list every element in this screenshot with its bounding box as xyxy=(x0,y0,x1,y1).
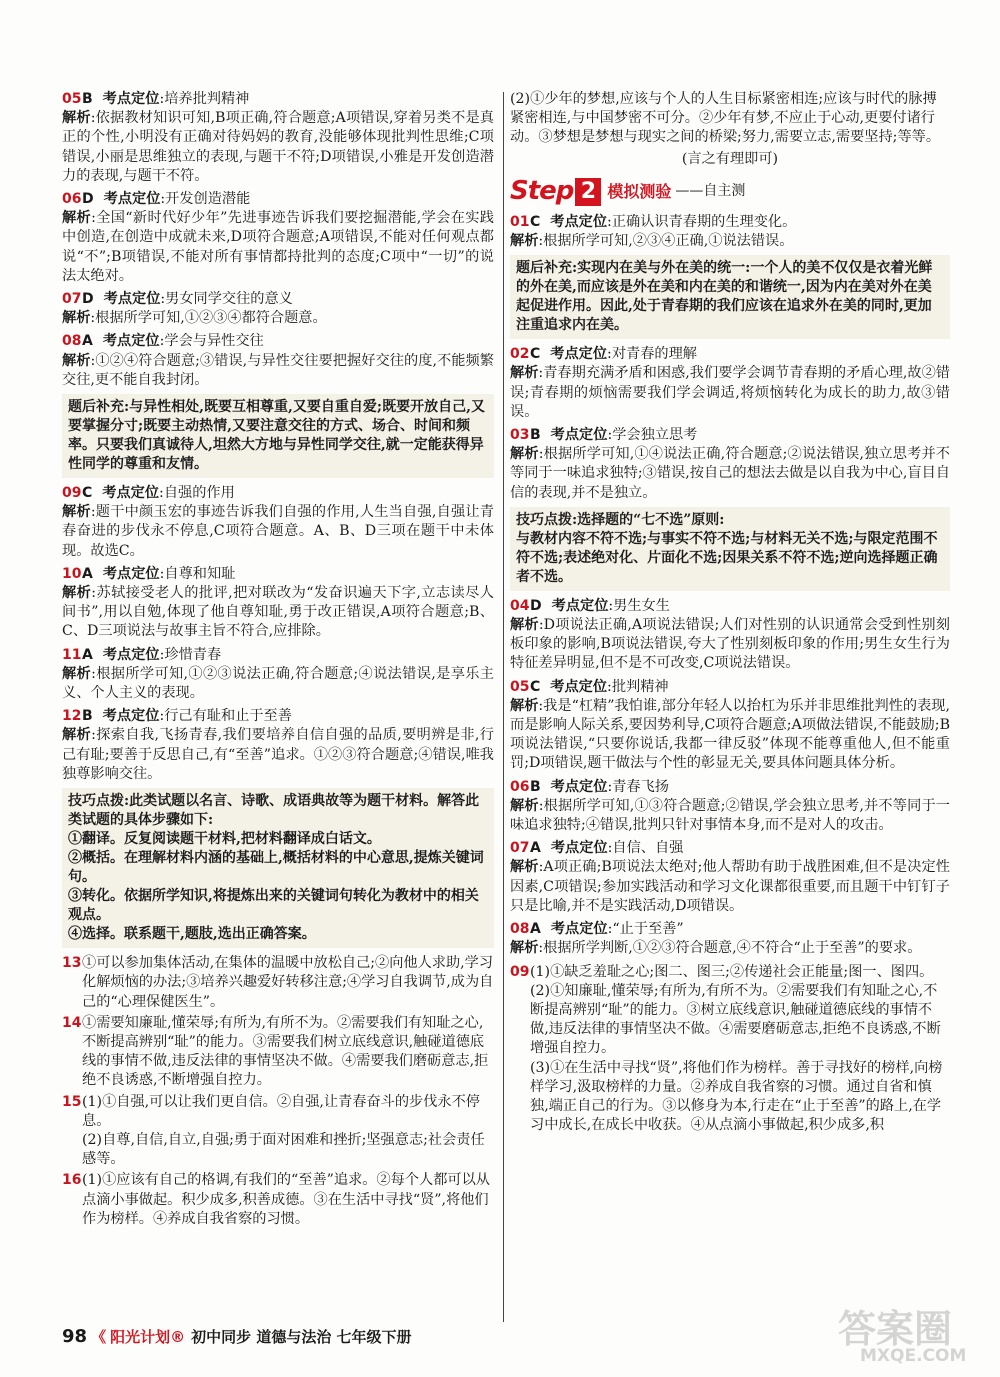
answer-head xyxy=(62,484,494,503)
left-column xyxy=(62,90,494,1231)
analysis-label: 解析 xyxy=(62,665,92,682)
short-answer-body xyxy=(82,1171,494,1229)
analysis xyxy=(62,352,494,390)
analysis-text: :题干中颜玉宏的事迹告诉我们自强的作用,人生当自强,自强让青春奋进的步伐永不停息,C项符合题意。A、B、D三项在题干中未体现。故选C。 xyxy=(62,504,494,559)
left-answer-list xyxy=(62,90,494,390)
analysis-label: 解析 xyxy=(62,210,92,227)
left-short-answers xyxy=(62,954,494,1229)
question-number: 01 xyxy=(510,213,530,230)
analysis-text: :A项正确;B项说法太绝对;他人帮助有助于战胜困难,但不是决定性因素,C项错误;参加实践活动和学习文化课都很重要,而且题干中钉钉子只是比喻,并不是实践活动,D项错误。 xyxy=(510,859,950,914)
analysis-label: 解析 xyxy=(62,727,92,744)
analysis-text: :D项说法正确,A项说法错误;人们对性别的认识通常会受到性别刻板印象的影响,B项说法错误,夸大了性别刻板印象的作用;男生女生行为特征差异明显,但不是不可改变,C项说法错误。 xyxy=(510,617,950,672)
analysis-label: 解析 xyxy=(510,446,539,463)
step-header xyxy=(510,177,950,207)
point-label: 考点定位 xyxy=(102,708,160,725)
point-value: :自信、自强 xyxy=(607,840,684,857)
point-label: 考点定位 xyxy=(550,427,608,444)
point-value: :学会独立思考 xyxy=(607,427,698,444)
tips-step: ①翻译。反复阅读题干材料,把材料翻译成白话文。 xyxy=(68,831,381,848)
point-value: :正确认识青春期的生理变化。 xyxy=(607,213,797,230)
answer-item xyxy=(62,290,494,328)
short-answer-item xyxy=(62,1093,494,1170)
analysis-text: :①②④符合题意;③错误,与异性交往要把握好交往的度,不能频繁交往,更不能自我封闭。 xyxy=(62,352,494,388)
tips-step: ④选择。联系题干,题肢,选出正确答案。 xyxy=(68,926,316,943)
analysis xyxy=(510,445,950,503)
question-number: 12 xyxy=(62,708,82,725)
analysis-label: 解析 xyxy=(510,697,539,714)
answer-letter: B xyxy=(530,778,541,795)
question-number: 07 xyxy=(510,840,530,857)
analysis xyxy=(510,232,950,251)
analysis-text: :苏轼接受老人的批评,把对联改为“发奋识遍天下字,立志读尽人间书”,用以自勉,体现了他自尊知耻,勇于改正错误,A项符合题意;B、C、D三项说法与故事主旨不符合,应排除。 xyxy=(62,585,494,640)
point-label: 考点定位 xyxy=(102,646,160,663)
short-answer-text: (1)①缺乏羞耻之心;图二、图三;②传递社会正能量;图一、图四。 xyxy=(530,963,934,980)
answer-letter: C xyxy=(530,678,541,695)
analysis-label: 解析 xyxy=(62,585,92,602)
tips-step: ③转化。依据所学知识,将提炼出来的关键词句转化为教材中的相关观点。 xyxy=(68,888,479,924)
tips-box-1 xyxy=(62,788,494,948)
question-number: 16 xyxy=(62,1172,82,1189)
point-label: 考点定位 xyxy=(102,565,160,582)
answer-item xyxy=(62,707,494,784)
answer-head xyxy=(62,190,494,209)
point-value: :学会与异性交往 xyxy=(159,333,264,350)
analysis-label: 解析 xyxy=(510,940,539,957)
answer-head xyxy=(62,90,494,109)
analysis-label: 解析 xyxy=(510,859,539,876)
answer-letter: C xyxy=(530,346,541,363)
point-label: 考点定位 xyxy=(550,346,608,363)
point-value: :青春飞扬 xyxy=(607,778,669,795)
analysis-label: 解析 xyxy=(510,365,539,382)
point-label: 考点定位 xyxy=(550,678,608,695)
question-number: 15 xyxy=(62,1093,82,1110)
answer-head xyxy=(62,332,494,351)
question-number: 04 xyxy=(510,597,530,614)
answer-letter: D xyxy=(530,597,542,614)
point-value: :行己有耻和止于至善 xyxy=(159,708,292,725)
short-answer-text: (1)①自强,可以让我们更自信。②自强,让青春奋斗的步伐永不停息。 xyxy=(82,1093,480,1129)
short-answer-body xyxy=(82,954,494,1012)
short-answer-body xyxy=(530,963,950,1136)
column-divider xyxy=(503,92,504,1322)
tips-text: 与教材内容不符不选;与事实不符不选;与材料无关不选;与限定范围不符不选;表述绝对化、片面化不选;因果关系不符不选;逆向选择题正确者不选。 xyxy=(516,530,938,585)
analysis-text: :根据所学判断,①②③符合题意,④不符合“止于至善”的要求。 xyxy=(538,940,922,957)
answer-head xyxy=(510,597,950,616)
question-number: 08 xyxy=(62,333,82,350)
question-number: 10 xyxy=(62,565,82,582)
answer-item xyxy=(510,345,950,422)
analysis xyxy=(510,939,950,958)
watermark-url: MXQE.COM xyxy=(860,1346,967,1366)
point-label: 考点定位 xyxy=(103,291,161,308)
page-footer xyxy=(62,1326,412,1347)
tips-title: 技巧点拨:选择题的“七不选”原则: xyxy=(516,511,725,528)
right-answer-list-2 xyxy=(510,345,950,503)
point-value: :自尊和知耻 xyxy=(159,565,236,582)
question-number: 14 xyxy=(62,1014,82,1031)
question-number: 08 xyxy=(510,921,530,938)
answer-item xyxy=(510,920,950,958)
answer-letter: B xyxy=(530,427,541,444)
question-number: 09 xyxy=(62,485,82,502)
answer-item xyxy=(510,678,950,774)
analysis xyxy=(62,584,494,642)
answer-item xyxy=(510,426,950,503)
short-answer-sub: (2)自尊,自信,自立,自强;勇于面对困难和挫折;坚强意志;社会责任感等。 xyxy=(82,1131,485,1168)
tips-box-2 xyxy=(510,507,950,591)
analysis xyxy=(62,726,494,784)
short-answer-body xyxy=(82,1093,494,1170)
right-column xyxy=(510,90,950,1137)
watermark-logo xyxy=(838,1298,988,1368)
right-answer-list xyxy=(510,213,950,251)
brand-name: 阳光计划® xyxy=(110,1328,186,1346)
analysis xyxy=(510,797,950,835)
analysis xyxy=(62,109,494,186)
analysis-label: 解析 xyxy=(62,504,91,521)
answer-head xyxy=(62,707,494,726)
answer-letter: A xyxy=(82,333,93,350)
answer-head xyxy=(510,778,950,797)
analysis-text: :探索自我,飞扬青春,我们要培养自信自强的品质,要明辨是非,行己有耻;要善于反思自己,有“至善”追求。①②③符合题意;④错误,唯我独尊影响交往。 xyxy=(62,727,494,782)
answer-item xyxy=(62,565,494,642)
question-number: 06 xyxy=(62,191,82,208)
question-number: 07 xyxy=(62,291,82,308)
analysis xyxy=(62,209,494,286)
short-answer-item xyxy=(62,954,494,1012)
analysis xyxy=(510,616,950,674)
question-number: 11 xyxy=(62,646,82,663)
supplement-box-1: 题后补充:与异性相处,既要互相尊重,又要自重自爱;既要开放自己,又要掌握分寸;既要主动热情,又要注意交往的方式、场合、时间和频率。只要我们真诚待人,坦然大方地与异性同学交往,就一定能获得异性同学的尊重和友情。 xyxy=(62,394,494,478)
answer-item xyxy=(62,190,494,286)
analysis-text: :全国“新时代好少年”先进事迹告诉我们要挖掘潜能,学会在实践中创造,在创造中成就未来,D项符合题意;A项错误,不能对任何观点都说“不”;B项错误,不能对所有事情都持批判的态度;C项中“一切”的说法太绝对。 xyxy=(62,210,494,284)
analysis xyxy=(62,665,494,703)
answer-item xyxy=(62,90,494,186)
analysis xyxy=(62,309,494,328)
step-title: 模拟测验 xyxy=(607,182,672,202)
supplement-box-2: 题后补充:实现内在美与外在美的统一:一个人的美不仅仅是衣着光鲜的外在美,而应该是外在美和内在美的和谐统一,因为内在美对外在美起促进作用。因此,处于青春期的我们应该在追求外在美的同时,更加注重追求内在美。 xyxy=(510,255,950,339)
analysis-label: 解析 xyxy=(510,797,539,814)
answer-item xyxy=(62,484,494,561)
point-value: :开发创造潜能 xyxy=(160,191,251,208)
analysis-text: :根据所学可知,①③符合题意;②错误,学会独立思考,并不等同于一味追求独特;④错误,批判只针对事情本身,而不是对人的攻击。 xyxy=(510,797,950,834)
answer-head xyxy=(62,646,494,665)
answer-letter: B xyxy=(82,91,93,107)
answer-letter: C xyxy=(530,213,541,230)
answer-letter: A xyxy=(82,646,93,663)
analysis-text: :根据所学可知,①②③④都符合题意。 xyxy=(90,310,327,327)
point-label: 考点定位 xyxy=(102,91,160,107)
answer-letter: D xyxy=(82,191,94,208)
analysis-text: :根据所学可知,②③④正确,①说法错误。 xyxy=(538,233,794,250)
watermark-text: 答案圈 xyxy=(838,1307,953,1351)
short-answer-text: ①可以参加集体活动,在集体的温暖中放松自己;②向他人求助,学习化解烦恼的办法;③培养兴趣爱好转移注意;④学习自我调节,成为自己的“心理保健医生”。 xyxy=(82,955,494,1010)
analysis-label: 解析 xyxy=(62,110,91,127)
analysis-label: 解析 xyxy=(62,352,91,369)
analysis-label: 解析 xyxy=(510,233,539,250)
answer-letter: B xyxy=(82,708,93,725)
answer-item xyxy=(510,597,950,674)
short-answer-sub: (2)①知廉耻,懂荣辱;有所为,有所不为。②需要我们有知耻之心,不断提高辨别“耻”的能力。③树立底线意识,触碰道德底线的事情不做,违反法律的事情坚决不做。④需要磨砺意志,拒绝不良诱惑,不断增强自控力。 xyxy=(530,982,941,1057)
question-number: 05 xyxy=(62,91,82,107)
analysis-text: :青春期充满矛盾和困惑,我们要学会调节青春期的矛盾心理,故②错误;青春期的烦恼需要我们学会调适,将烦恼转化为成长的助力,故③错误。 xyxy=(510,365,950,420)
step-subtitle: ——自主测 xyxy=(675,183,746,200)
analysis xyxy=(510,364,950,422)
short-answer-item xyxy=(62,1014,494,1091)
short-answer-text: ①需要知廉耻,懂荣辱;有所为,有所不为。②需要我们有知耻之心,不断提高辨别“耻”的能力。③需要我们树立底线意识,触碰道德底线的事情不做,违反法律的事情坚决不做。④需要我们磨砺意志,拒绝不良诱惑,不断增强自控力。 xyxy=(82,1014,489,1089)
step-number: 2 xyxy=(575,178,601,206)
answer-head xyxy=(62,565,494,584)
analysis-label: 解析 xyxy=(510,617,539,634)
point-value: :男女同学交往的意义 xyxy=(160,291,293,308)
question-number: 02 xyxy=(510,346,530,363)
point-label: 考点定位 xyxy=(551,597,609,614)
answer-head xyxy=(510,839,950,858)
point-value: :自强的作用 xyxy=(159,485,235,502)
tips-title: 技巧点拨:此类试题以名言、诗歌、成语典故等为题干材料。解答此类试题的具体步骤如下: xyxy=(68,793,480,829)
answer-item xyxy=(510,778,950,836)
analysis-text: :根据所学可知,①④说法正确,符合题意;②说法错误,独立思考并不等同于一味追求独特;③错误,按自己的想法去做是以自我为中心,盲目自信的表现,并不是独立。 xyxy=(510,446,950,501)
answer-head xyxy=(62,290,494,309)
short-answer-item xyxy=(510,963,950,1136)
answer-letter: A xyxy=(530,840,541,857)
right-short-answers xyxy=(510,963,950,1136)
point-value: :“止于至善” xyxy=(607,921,684,938)
point-label: 考点定位 xyxy=(550,840,608,857)
answer-letter: C xyxy=(82,485,93,502)
answer-item xyxy=(62,646,494,704)
question-number: 05 xyxy=(510,678,530,695)
page-number: 98 xyxy=(62,1326,88,1347)
point-value: :批判精神 xyxy=(607,678,669,695)
brand-arrow: 《 xyxy=(91,1328,107,1346)
short-answer-text: (1)①应该有自己的格调,有我们的“至善”追求。②每个人都可以从点滴小事做起。积少成多,积善成德。③在生活中寻找“贤”,将他们作为榜样。④养成自我省察的习惯。 xyxy=(82,1172,490,1227)
point-label: 考点定位 xyxy=(102,333,160,350)
point-value: :培养批判精神 xyxy=(159,91,250,107)
short-answer-body xyxy=(82,1014,494,1091)
analysis-label: 解析 xyxy=(62,310,91,327)
question-number: 09 xyxy=(510,963,530,980)
analysis xyxy=(510,858,950,916)
point-label: 考点定位 xyxy=(550,778,608,795)
question-number: 03 xyxy=(510,427,530,444)
answer-item xyxy=(510,839,950,916)
tips-step: ②概括。在理解材料内涵的基础上,概括材料的中心意思,提炼关键词句。 xyxy=(68,850,484,886)
continued-answer: (2)①少年的梦想,应该与个人的人生目标紧密相连;应该与时代的脉搏紧密相连,与中国梦密不可分。②少年有梦,不应止于心动,更要付诸行动。③梦想是梦想与现实之间的桥梁;努力,需要立志,需要坚持;等等。 xyxy=(510,91,941,146)
book-title: 初中同步 道德与法治 七年级下册 xyxy=(191,1328,412,1346)
answer-note: (言之有理即可) xyxy=(681,150,779,167)
answer-letter: A xyxy=(530,921,541,938)
point-value: :男生女生 xyxy=(608,597,670,614)
analysis xyxy=(62,503,494,561)
step-word: Step xyxy=(510,176,574,207)
point-value: :对青春的理解 xyxy=(607,346,697,363)
answer-letter: D xyxy=(82,291,94,308)
short-answer-sub: (3)①在生活中寻找“贤”,将他们作为榜样。善于寻找好的榜样,向榜样学习,汲取榜样的力量。②养成自我省察的习惯。通过自省和慎独,端正自己的行为。③以修身为本,行走在“止于至善”的路上,在学习中成长,在成长中收获。④从点滴小事做起,积少成多,积 xyxy=(530,1059,943,1134)
answer-head xyxy=(510,678,950,697)
answer-head xyxy=(510,213,950,232)
answer-item xyxy=(510,213,950,251)
analysis-text: :根据所学可知,①②③说法正确,符合题意;④说法错误,是享乐主义、个人主义的表现。 xyxy=(62,665,494,702)
answer-head xyxy=(510,426,950,445)
answer-letter: A xyxy=(82,565,93,582)
left-answer-list-2 xyxy=(62,484,494,784)
short-answer-item xyxy=(62,1171,494,1229)
point-label: 考点定位 xyxy=(550,213,608,230)
answer-head xyxy=(510,345,950,364)
answer-item xyxy=(62,332,494,390)
analysis-text: :依据教材知识可知,B项正确,符合题意;A项错误,穿着另类不是真正的个性,小明没有正确对待妈妈的教育,没能够体现批判性思维;C项错误,小丽是思维独立的表现,与题干不符;D项错误,小雅是开发创造潜力的表现,与题干不符。 xyxy=(62,110,494,184)
point-label: 考点定位 xyxy=(103,191,161,208)
point-value: :珍惜青春 xyxy=(159,646,222,663)
question-number: 06 xyxy=(510,778,530,795)
point-label: 考点定位 xyxy=(102,485,160,502)
point-label: 考点定位 xyxy=(550,921,608,938)
analysis-text: :我是“杠精”我怕谁,部分年轻人以抬杠为乐并非思维批判性的表现,而是影响人际关系,要因势利导,C项符合题意;A项做法错误,不能鼓励;B项说法错误,“只要你说话,我都一律反驳”体现不能尊重他人,但不能重罚;D项错误,题干做法与个性的彰显无关,要具体问题具体分析。 xyxy=(510,697,950,772)
analysis xyxy=(510,697,950,774)
question-number: 13 xyxy=(62,955,82,972)
answer-head xyxy=(510,920,950,939)
right-answer-list-3 xyxy=(510,597,950,959)
